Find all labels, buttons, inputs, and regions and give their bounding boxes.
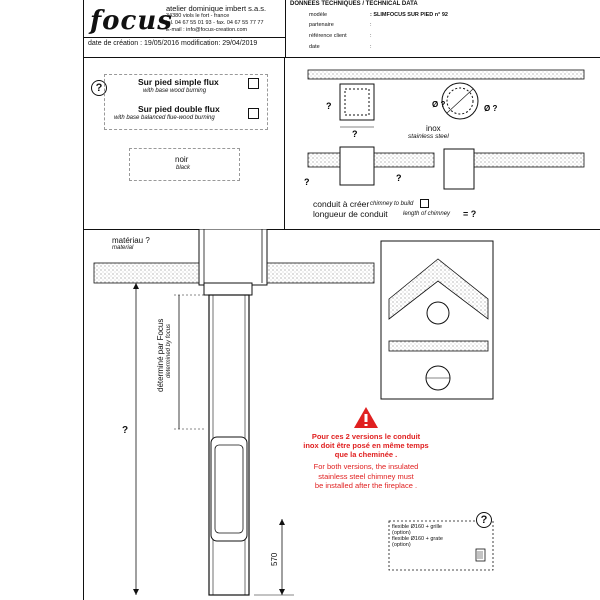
warning-en-line: stainless steel chimney must	[318, 471, 414, 481]
warning-en-line: be installed after the fireplace .	[314, 481, 418, 490]
determine-label: déterminé par Focus	[156, 318, 165, 392]
warning-fr	[296, 432, 436, 459]
conduit-fr: conduit à créer	[313, 199, 370, 209]
company-phone: tel. 04 67 55 01 93 - fax. 04 67 55 77 77	[166, 20, 264, 26]
svg-text:Ø ?: Ø ?	[484, 104, 498, 113]
field-label-partner: partenaire	[309, 22, 334, 28]
option-simple-checkbox[interactable]	[248, 78, 259, 89]
focus-logo: focus	[90, 6, 173, 36]
field-value-model: : SLIMFOCUS SUR PIED n° 92	[370, 12, 448, 18]
flex-line-3: flexible Ø160 + grate	[392, 536, 443, 542]
field-value-partner: :	[370, 22, 372, 28]
warning-fr-line: inox doit être posé en même temps	[303, 441, 429, 450]
divider	[83, 37, 285, 38]
flex-line-1: flexible Ø160 + grille	[392, 524, 442, 530]
option-simple-sub: with base wood burning	[143, 88, 207, 94]
creation-dates: date de création : 19/05/2016 modification: 29/04/2019	[88, 40, 258, 47]
flex-line-2: (option)	[392, 530, 411, 536]
company-email: E-mail : info@focus-creation.com	[166, 27, 248, 33]
materiau-label: matériau ?	[112, 236, 150, 245]
option-double-checkbox[interactable]	[248, 108, 259, 119]
option-double-title: Sur pied double flux	[138, 104, 220, 114]
option-simple-title: Sur pied simple flux	[138, 77, 219, 87]
field-value-reference: :	[370, 33, 372, 39]
inox-label: inox	[426, 124, 441, 133]
flex-line-4: (option)	[392, 542, 411, 548]
color-en: black	[176, 165, 191, 171]
longueur-en: length of chimney	[403, 211, 451, 217]
field-value-date: :	[370, 44, 372, 50]
material-label: material	[112, 245, 134, 251]
installation-drawing	[84, 229, 600, 600]
conduit-checkbox[interactable]	[420, 199, 429, 208]
dim-570: 570	[270, 552, 279, 566]
company-name: atelier dominique imbert s.a.s.	[166, 4, 267, 13]
longueur-fr: longueur de conduit	[313, 209, 388, 219]
height-question: ?	[122, 425, 129, 436]
conduit-en: chimney to build	[370, 201, 414, 207]
field-label-date: date	[309, 44, 320, 50]
svg-text:?: ?	[396, 173, 402, 183]
warning-en-line: For both versions, the insulated	[313, 462, 419, 471]
field-label-reference: référence client	[309, 33, 347, 39]
color-fr: noir	[175, 155, 189, 164]
field-label-model: modèle	[309, 12, 328, 18]
company-address: 34380 viols le fort - france	[166, 13, 230, 19]
option-double-sub: with base balanced flue-wood burning	[114, 115, 215, 121]
svg-text:?: ?	[326, 101, 332, 111]
warning-fr-line: que la cheminée .	[334, 450, 398, 459]
flex-question-icon: ?	[476, 512, 492, 528]
svg-text:?: ?	[352, 129, 358, 139]
svg-text:?: ?	[304, 177, 310, 187]
determined-label: determined by focus	[166, 323, 172, 378]
divider	[285, 0, 286, 57]
warning-fr-line: Pour ces 2 versions le conduit	[311, 432, 421, 441]
question-icon: ?	[91, 80, 107, 96]
technical-title: DONNEES TECHNIQUES / TECHNICAL DATA	[290, 1, 418, 7]
stainless-label: stainless steel	[408, 133, 449, 140]
svg-text:Ø ?: Ø ?	[432, 100, 446, 109]
warning-en	[291, 462, 441, 491]
longueur-eq: = ?	[463, 209, 477, 219]
